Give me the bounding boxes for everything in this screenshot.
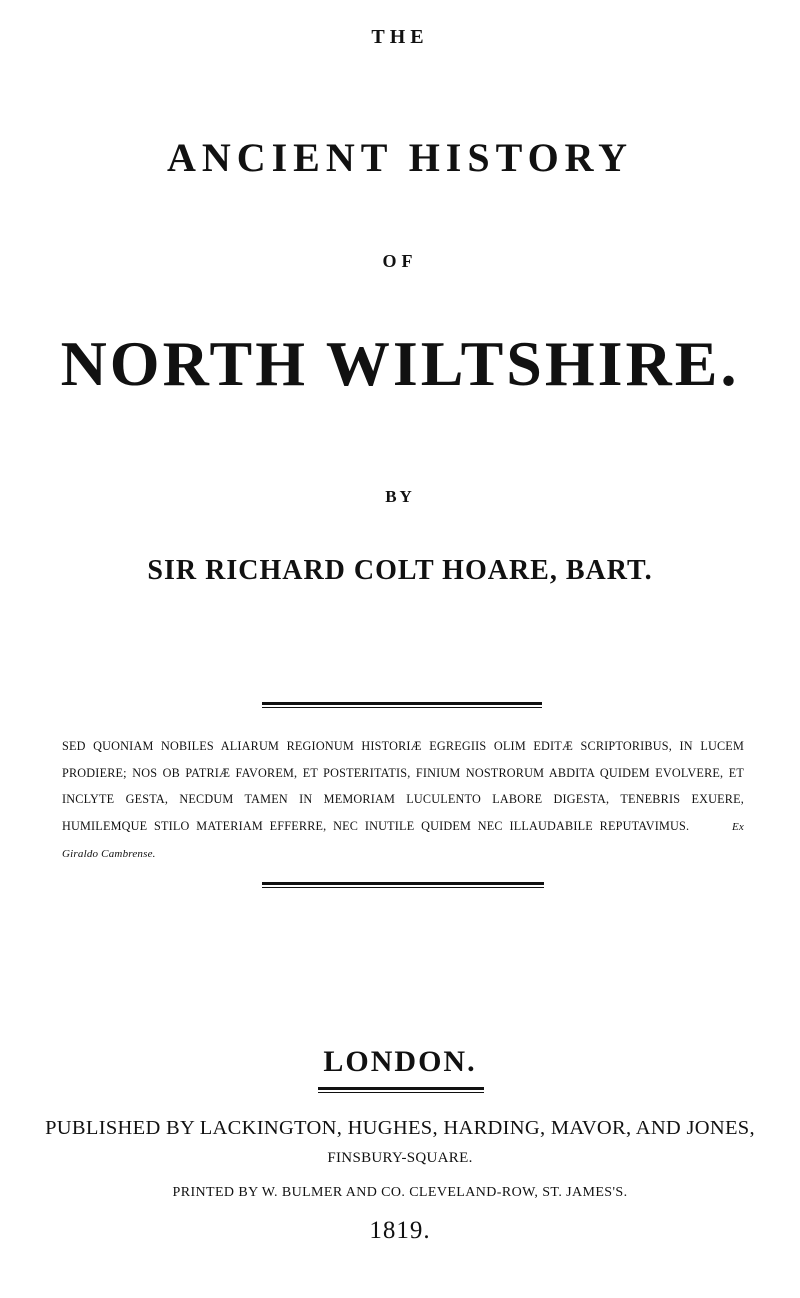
imprint-city: LONDON.	[323, 1045, 477, 1078]
epigraph	[62, 733, 744, 868]
epigraph-source: Ex Giraldo Cambrense.	[62, 820, 744, 860]
byline-label: BY	[385, 487, 415, 506]
divider-rule-bottom	[262, 882, 544, 888]
divider-rule-top	[262, 702, 542, 708]
imprint-printer: PRINTED BY W. BULMER AND CO. CLEVELAND-ROW, ST. JAMES'S.	[172, 1185, 628, 1200]
imprint-rule	[318, 1087, 484, 1093]
title-region: NORTH WILTSHIRE.	[60, 328, 740, 399]
imprint-year: 1819.	[369, 1217, 431, 1244]
title-main: ANCIENT HISTORY	[166, 135, 634, 180]
imprint-publisher: PUBLISHED BY LACKINGTON, HUGHES, HARDING, MAVOR, AND JONES,	[45, 1117, 755, 1139]
epigraph-text: SED QUONIAM NOBILES ALIARUM REGIONUM HISTORIÆ EGREGIIS OLIM EDITÆ SCRIPTORIBUS, IN LUCEM PRODIERE; NOS OB PATRIÆ FAVOREM, ET POSTERITATIS, FINIUM NOSTRORUM ABDITA QUIDEM EVOLVERE, ET INCLYTE GESTA, NECDUM TAMEN IN MEMORIAM LUCULENTO LABORE DIGESTA, TENEBRIS EXUERE, HUMILEMQUE STILO MATERIAM EFFERRE, NEC INUTILE QUIDEM NEC ILLAUDABILE REPUTAVIMUS.	[62, 739, 744, 833]
imprint-address: FINSBURY-SQUARE.	[327, 1150, 473, 1166]
author-name: SIR RICHARD COLT HOARE, BART.	[147, 555, 653, 586]
title-article: THE	[371, 26, 429, 48]
title-preposition: OF	[382, 251, 418, 271]
